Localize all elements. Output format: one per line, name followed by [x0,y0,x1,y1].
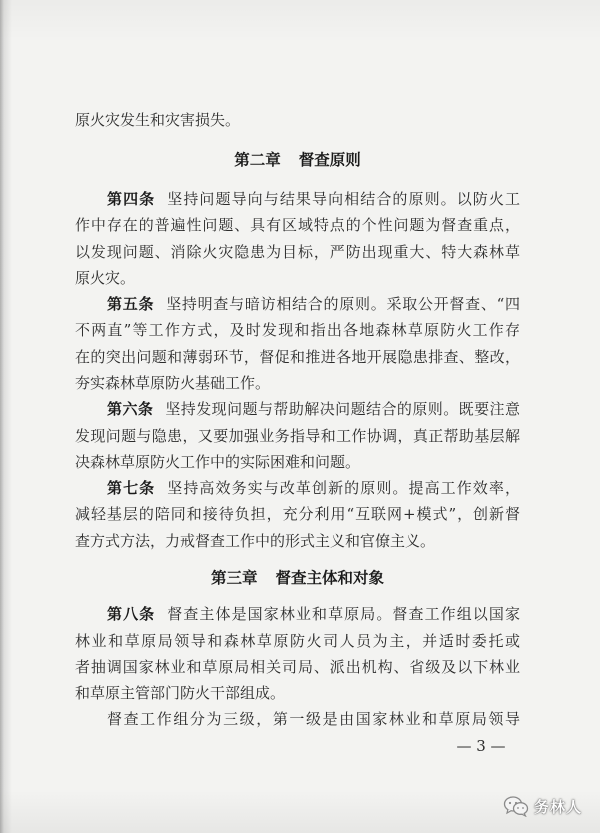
article-4-line-3: 以发现问题、消除火灾隐患为目标，严防出现重大、特大森林草 [75,243,520,261]
article-text: 督查主体是国家林业和草原局。督查工作组以国家 [167,605,520,623]
article-label: 第四条 [107,190,156,208]
article-7-line-1 [107,478,520,498]
article-4-line-4: 原火灾。 [75,269,136,287]
final-paragraph-line-1: 督查工作组分为三级，第一级是由国家林业和草原局领导 [107,710,520,728]
article-label: 第七条 [107,479,156,497]
article-text: 坚持明查与暗访相结合的原则。采取公开督查、“四 [166,295,520,313]
article-5-line-2: 不两直”等工作方式，及时发现和指出各地森林草原防火工作存 [75,321,520,339]
article-6-line-3: 决森林草原防火工作中的实际困难和问题。 [75,453,361,471]
chapter-heading-3 [75,567,520,589]
page-number: — 3 — [456,737,506,755]
article-7-line-3: 查方式方法，力戒督查工作中的形式主义和官僚主义。 [75,532,436,550]
article-8-line-1 [107,604,520,624]
chapter-number: 第三章 [210,569,258,587]
wechat-icon [503,795,529,817]
article-5-line-1 [107,294,520,314]
continuation-line: 原火灾发生和灾害损失。 [75,111,241,129]
chapter-title: 督查原则 [298,151,361,169]
article-6-line-2: 发现问题与隐患，又要加强业务指导和工作协调，真正帮助基层解 [75,427,520,445]
article-text: 坚持问题导向与结果导向相结合的原则。以防火工 [167,190,520,208]
chapter-number: 第二章 [234,151,281,169]
article-4-line-1 [107,189,520,209]
article-7-line-2: 减轻基层的陪同和接待负担，充分利用“互联网+模式”，创新督 [75,505,520,523]
article-8-line-4: 和草原主管部门防火干部组成。 [75,684,286,702]
article-text: 坚持高效务实与改革创新的原则。提高工作效率， [167,479,520,497]
article-4-line-2: 作中存在的普遍性问题、具有区域特点的个性问题为督查重点， [75,216,520,234]
article-5-line-3: 在的突出问题和薄弱环节，督促和推进各地开展隐患排查、整改， [75,348,520,366]
article-label: 第五条 [107,295,155,313]
chapter-title: 督查主体和对象 [275,569,385,587]
article-5-line-4: 夯实森林草原防火基础工作。 [75,374,271,392]
chapter-heading-2 [75,149,520,171]
article-8-line-3: 者抽调国家林业和草原局相关司局、派出机构、省级及以下林业 [75,658,520,676]
article-label: 第六条 [107,400,154,418]
article-8-line-2: 林业和草原局领导和森林草原防火司人员为主，并适时委托或 [75,632,520,650]
article-label: 第八条 [107,605,156,623]
article-text: 坚持发现问题与帮助解决问题结合的原则。既要注意 [165,400,520,418]
article-6-line-1 [107,399,520,419]
watermark [503,793,582,819]
watermark-text: 务林人 [534,797,583,816]
